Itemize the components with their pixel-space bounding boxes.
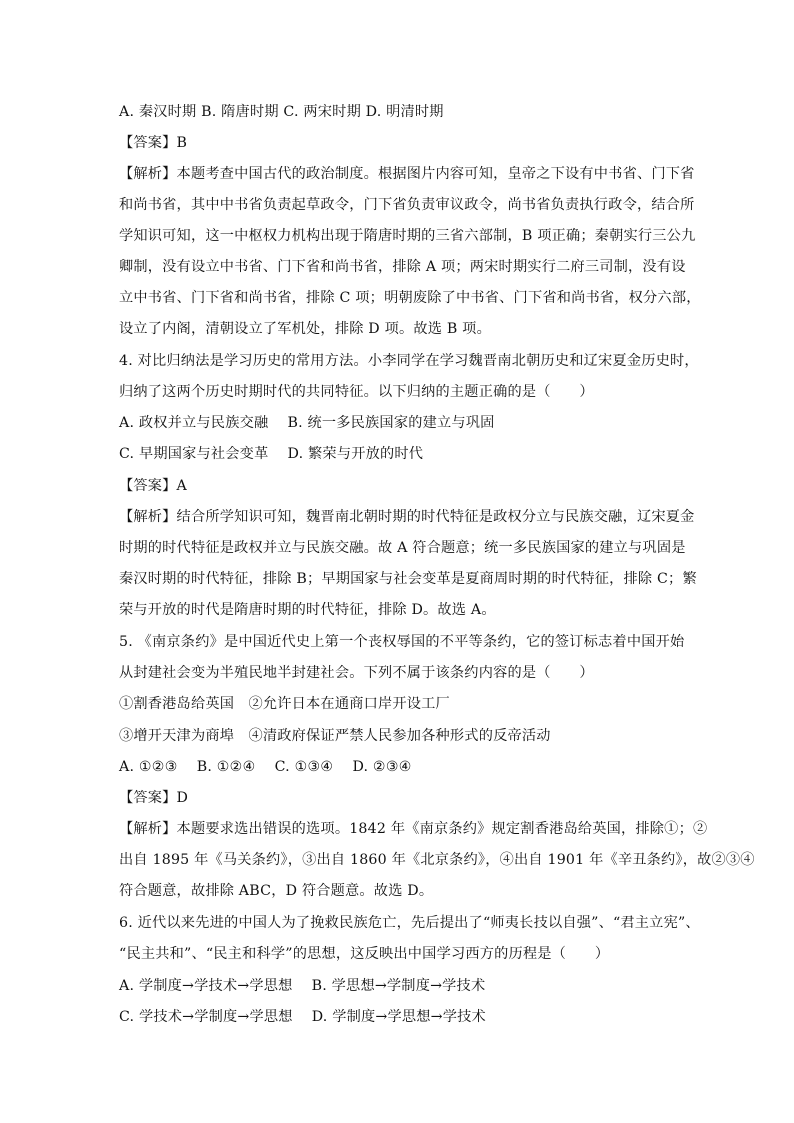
q3-analysis-line-5: 立中书省、门下省和尚书省，排除 C 项；明朝废除了中书省、门下省和尚书省，权分六部，	[119, 290, 701, 306]
q5-stem-line-2: 从封建社会变为半殖民地半封建社会。下列不属于该条约内容的是（ ）	[119, 665, 594, 681]
q3-analysis-line-6: 设立了内阁，清朝设立了军机处，排除 D 项。故选 B 项。	[119, 321, 491, 337]
q4-analysis-line-2: 时期的时代特征是政权并立与民族交融。故 A 符合题意；统一多民族国家的建立与巩固是	[119, 540, 686, 556]
q4-options-line-2: C. 早期国家与社会变革 D. 繁荣与开放的时代	[119, 446, 424, 462]
q3-analysis-line-2: 和尚书省，其中中书省负责起草政令，门下省负责审议政令，尚书省负责执行政令，结合所	[119, 197, 695, 213]
q5-options: A. ①②③ B. ①②④ C. ①③④ D. ②③④	[119, 759, 412, 775]
q5-items-line-2: ③增开天津为商埠 ④清政府保证严禁人民参加各种形式的反帝活动	[119, 728, 551, 744]
q6-options-line-1: A. 学制度→学技术→学思想 B. 学思想→学制度→学技术	[119, 978, 486, 994]
q5-analysis-line-2: 出自 1895 年《马关条约》，③出自 1860 年《北京条约》，④出自 1901 年《辛丑条约》，故②③④	[119, 852, 755, 868]
q4-stem-line-1: 4. 对比归纳法是学习历史的常用方法。小李同学在学习魏晋南北朝历史和辽宋夏金历史时，	[119, 353, 699, 369]
q3-options: A. 秦汉时期 B. 隋唐时期 C. 两宋时期 D. 明清时期	[119, 104, 444, 120]
q5-stem-line-1: 5. 《南京条约》是中国近代史上第一个丧权辱国的不平等条约，它的签订标志着中国开始	[119, 634, 685, 650]
q4-analysis-line-1: 【解析】结合所学知识可知，魏晋南北朝时期的时代特征是政权分立与民族交融，辽宋夏金	[119, 509, 695, 525]
q3-answer: 【答案】B	[119, 135, 188, 151]
q6-stem-line-1: 6. 近代以来先进的中国人为了挽救民族危亡，先后提出了“师夷长技以自强”、“君主立宪”、	[119, 915, 700, 931]
q4-options-line-1: A. 政权并立与民族交融 B. 统一多民族国家的建立与巩固	[119, 415, 495, 431]
q4-stem-line-2: 归纳了这两个历史时期时代的共同特征。以下归纳的主题正确的是（ ）	[119, 384, 594, 400]
q6-options-line-2: C. 学技术→学制度→学思想 D. 学制度→学思想→学技术	[119, 1009, 486, 1025]
q3-analysis-line-1: 【解析】本题考查中国古代的政治制度。根据图片内容可知，皇帝之下设有中书省、门下省	[119, 166, 695, 182]
q4-analysis-line-4: 荣与开放的时代是隋唐时期的时代特征，排除 D。故选 A。	[119, 602, 496, 618]
q5-answer: 【答案】D	[119, 790, 189, 806]
q6-stem-line-2: “民主共和”、“民主和科学”的思想，这反映出中国学习西方的历程是（ ）	[119, 946, 610, 962]
q3-analysis-line-3: 学知识可知，这一中枢权力机构出现于隋唐时期的三省六部制，B 项正确；秦朝实行三公九	[119, 228, 696, 244]
q5-items-line-1: ①割香港岛给英国 ②允许日本在通商口岸开设工厂	[119, 696, 450, 712]
q4-analysis-line-3: 秦汉时期的时代特征，排除 B；早期国家与社会变革是夏商周时期的时代特征，排除 C；繁	[119, 571, 697, 587]
q4-answer: 【答案】A	[119, 478, 187, 494]
q5-analysis-line-1: 【解析】本题要求选出错误的选项。1842 年《南京条约》规定割香港岛给英国，排除①；②	[119, 821, 708, 837]
q3-analysis-line-4: 卿制，没有设立中书省、门下省和尚书省，排除 A 项；两宋时期实行二府三司制，没有设	[119, 259, 686, 275]
q5-analysis-line-3: 符合题意，故排除 ABC，D 符合题意。故选 D。	[119, 883, 434, 899]
